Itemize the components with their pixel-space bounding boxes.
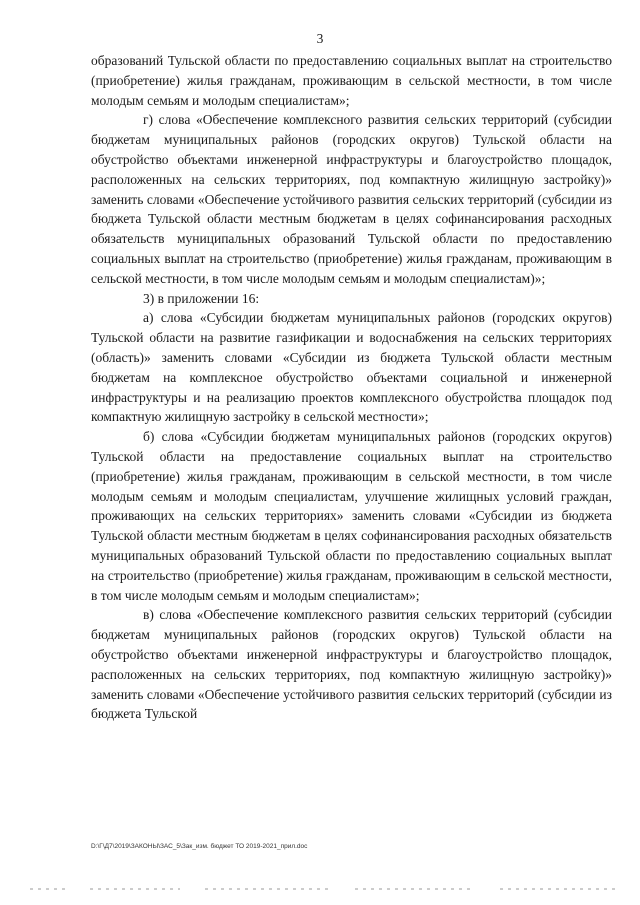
footer-file-path: D:\Г\Д7\2019\ЗАКОНЫ\ЗАС_5\Зак_изм. бюджет ТО 2019-2021_прил.doc	[91, 843, 308, 850]
document-body	[91, 51, 612, 724]
paragraph-continuation: образований Тульской области по предоставлению социальных выплат на строительство (приобретение) жилья гражданам, проживающим в сельской местности, в том числе молодым семьям и молодым специалистам»;	[91, 53, 612, 108]
page-number: 3	[316, 31, 324, 46]
paragraph-item-g: г) слова «Обеспечение комплексного развития сельских территорий (субсидии бюджетам муниципальных районов (городских округов) Тульской области на обустройство объектами инженерной инфраструктуры и благоустройство площадок, расположенных на сельских территориях, под компактную жилищную застройку)» заменить словами «Обеспечение устойчивого развития сельских территорий (субсидии из бюджета Тульской области местным бюджетам в целях софинансирования расходных обязательств муниципальных образований Тульской области по предоставлению социальных выплат на строительство (приобретение) жилья гражданам, проживающим в сельской местности, в том числе молодым семьям и молодым специалистам)»;	[91, 112, 612, 286]
paragraph-item-a: а) слова «Субсидии бюджетам муниципальных районов (городских округов) Тульской области на развитие газификации и водоснабжения на сельских территориях (область)» заменить словами «Субсидии из бюджета Тульской области местным бюджетам на комплексное обустройство объектами социальной и инженерной инфраструктуры и на реализацию проектов комплексного обустройства площадок под компактную жилищную застройку в сельской местности»;	[91, 310, 612, 425]
scan-artifact-marks	[30, 886, 620, 892]
paragraph-item-b: б) слова «Субсидии бюджетам муниципальных районов (городских округов) Тульской области на предоставление социальных выплат на строительство (приобретение) жилья гражданам, проживающим в сельской местности, в том числе молодым семьям и молодым специалистам, улучшение жилищных условий граждан, проживающих на сельских территориях» заменить словами «Субсидии из бюджета Тульской области местным бюджетам в целях софинансирования расходных обязательств муниципальных образований Тульской области по предоставлению социальных выплат на строительство (приобретение) жилья гражданам, проживающим в сельской местности, в том числе молодым семьям и молодым специалистам»;	[91, 429, 612, 603]
paragraph-section-3: 3) в приложении 16:	[143, 290, 260, 306]
paragraph-item-v: в) слова «Обеспечение комплексного развития сельских территорий (субсидии бюджетам муниципальных районов (городских округов) Тульской области на обустройство объектами инженерной инфраструктуры и благоустройство площадок, расположенных на сельских территориях, под компактную жилищную застройку)» заменить словами «Обеспечение устойчивого развития сельских территорий (субсидии из бюджета Тульской	[91, 607, 612, 722]
